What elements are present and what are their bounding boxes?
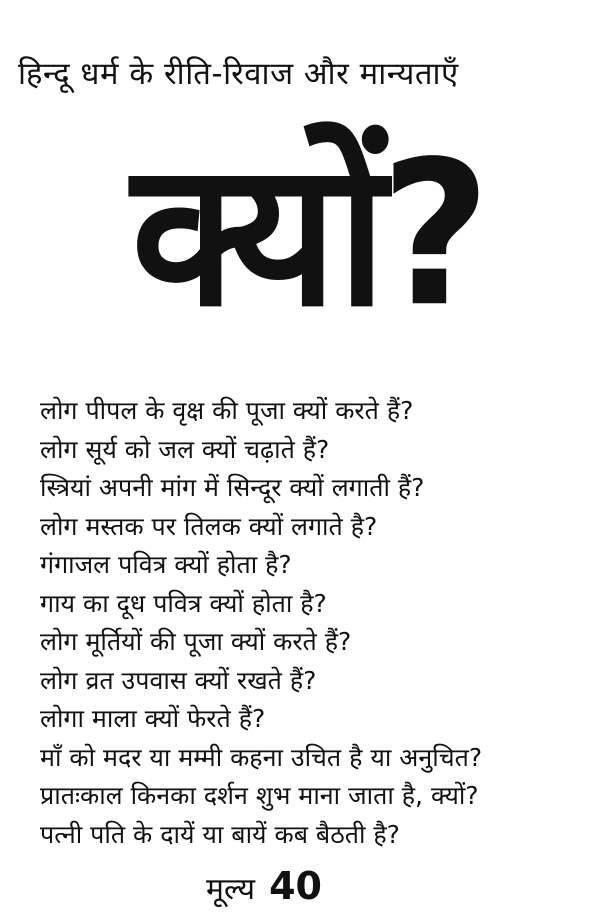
question-item: लोग व्रत उपवास क्यों रखते हैं? — [40, 665, 317, 695]
question-item: लोगा माला क्यों फेरते हैं? — [40, 704, 266, 733]
question-list — [40, 392, 600, 854]
question-item: लोग मस्तक पर तिलक क्यों लगाते है? — [40, 511, 378, 541]
question-item: गाय का दूध पवित्र क्यों होता है? — [40, 588, 327, 618]
question-item: स्त्रियां अपनी मांग में सिन्दूर क्यों लगाती हैं? — [40, 473, 425, 502]
question-item: प्रातःकाल किनका दर्शन शुभ माना जाता है, क्यों? — [40, 781, 479, 810]
price-value: 40 — [269, 864, 322, 908]
question-item: पत्नी पति के दायें या बायें कब बैठती है? — [40, 819, 400, 849]
question-item: गंगाजल पवित्र क्यों होता है? — [40, 550, 292, 579]
cover-title: क्यों? — [131, 118, 485, 351]
price — [206, 864, 322, 914]
question-item: लोग सूर्य को जल क्यों चढ़ाते हैं? — [40, 434, 330, 464]
question-item: लोग मूर्तियों की पूजा क्यों करते हैं? — [40, 627, 352, 656]
question-item: लोग पीपल के वृक्ष की पूजा क्यों करते हैं? — [40, 396, 414, 425]
price-label: मूल्य — [206, 872, 256, 907]
cover-subtitle: हिन्दू धर्म के रीति-रिवाज और मान्यताएँ — [18, 56, 459, 92]
question-item: माँ को मदर या मम्मी कहना उचित है या अनुचित? — [40, 742, 483, 772]
